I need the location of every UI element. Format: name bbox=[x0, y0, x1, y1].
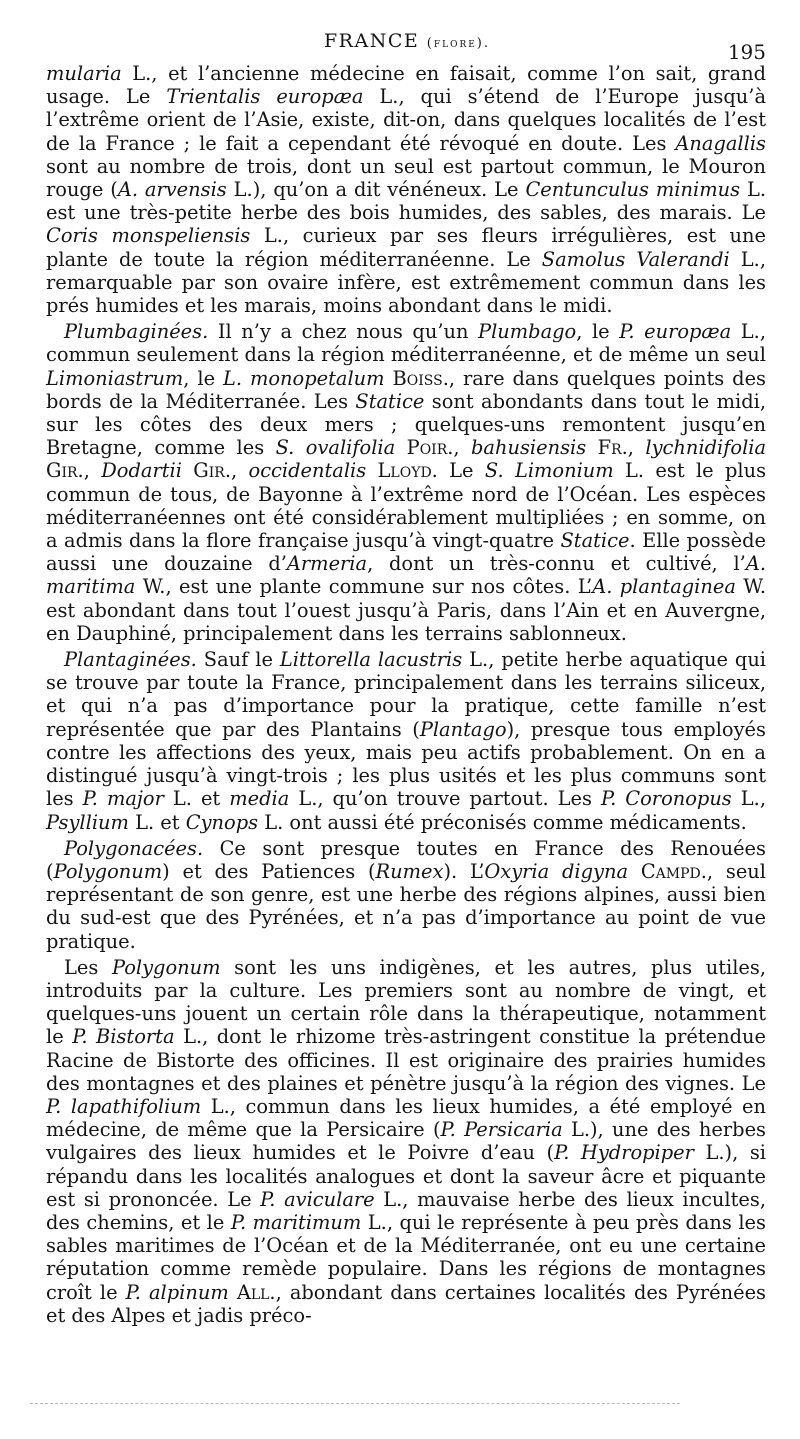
paragraph-primulacees-end bbox=[46, 62, 766, 317]
header-title: FRANCE bbox=[323, 30, 420, 52]
author-abbrev: Gir. bbox=[193, 459, 231, 483]
paragraph-polygonum bbox=[46, 956, 766, 1327]
text-run: ), presque tous employés contre les affections des yeux, mais peu actifs probablement. On en a distingué jusqu’à vingt-trois ; les plus usités et les plus communs sont les bbox=[46, 717, 766, 811]
text-run: L., commun dans les lieux humides, a été employé en médecine, de même que la Persicaire ( bbox=[46, 1094, 766, 1142]
latin-name: P. lapathifolium bbox=[46, 1094, 202, 1118]
latin-name: mularia bbox=[46, 62, 122, 85]
author-abbrev: All. bbox=[236, 1280, 276, 1304]
text-run: , bbox=[231, 459, 249, 483]
text-run: sont les uns indigènes, et les autres, plus utiles, introduits par la culture. Les premiers sont au nombre de vingt, et quelques-uns jouent un certain rôle dans la thérapeutique, notamment le bbox=[46, 955, 766, 1049]
text-run bbox=[395, 436, 406, 459]
latin-name: Limoniastrum bbox=[46, 366, 184, 390]
text-run: L. et bbox=[163, 787, 230, 811]
text-run: , le bbox=[183, 366, 224, 390]
author-abbrev: Boiss. bbox=[392, 366, 449, 390]
author-abbrev: Fr. bbox=[597, 436, 628, 460]
text-run: , rare dans quelques points des bords de la Méditerranée. Les bbox=[46, 366, 766, 413]
text-run: L.), qu’on a dit vénéneux. Le bbox=[226, 178, 526, 202]
text-run: W., est une plante commune sur nos côtes. L’ bbox=[135, 575, 593, 599]
latin-name: A. plantaginea bbox=[592, 575, 736, 599]
text-run: L., bbox=[731, 787, 766, 811]
latin-name: Trientalis europæa bbox=[166, 85, 364, 109]
text-run: L., commun seulement dans la région méditerranéenne, et de même un seul bbox=[46, 320, 767, 367]
author-abbrev: Lloyd. bbox=[377, 459, 438, 483]
text-run: L., curieux par ses fleurs irrégulières, est une plante de toute la région méditerranéenne. Le bbox=[46, 224, 766, 271]
text-run bbox=[586, 436, 597, 459]
latin-name: Coris monspeliensis bbox=[46, 224, 251, 248]
latin-name: Polygonum bbox=[53, 859, 163, 883]
text-run: Le bbox=[437, 459, 485, 483]
text-run: W. est abondant dans tout l’ouest jusqu’à Paris, dans l’Ain et en Auvergne, en Dauphiné, principalement dans les terrains sablonneux. bbox=[46, 575, 766, 645]
text-run: , le bbox=[576, 320, 620, 344]
latin-name: Rumex bbox=[375, 859, 444, 883]
text-run bbox=[628, 860, 641, 883]
latin-name: Psyllium bbox=[46, 810, 129, 834]
latin-name: P. aviculare bbox=[260, 1187, 375, 1211]
text-run: L. et bbox=[128, 810, 186, 834]
author-abbrev: Poir. bbox=[406, 436, 454, 460]
paragraph-plumbaginees bbox=[46, 320, 766, 645]
footer-rule bbox=[30, 1403, 680, 1404]
text-run: L.), une des herbes vulgaires des lieux humides et le Poivre d’eau ( bbox=[46, 1118, 766, 1165]
text-run: L., qui s’étend de l’Europe jusqu’à l’extrême orient de l’Asie, existe, dit-on, dans quelques localités de l’est de la France ; le fait a cependant été révoqué en doute. Les bbox=[46, 85, 767, 155]
latin-name: media bbox=[229, 787, 290, 811]
latin-name: L. monopetalum bbox=[223, 366, 385, 390]
latin-name: Statice bbox=[560, 529, 630, 553]
latin-name: P. maritimum bbox=[230, 1210, 362, 1234]
text-run: L., mauvaise herbe des lieux incultes, des chemins, et le bbox=[46, 1187, 767, 1234]
text-run: L., petite herbe aquatique qui se trouve par toute la France, principalement dans les terrains siliceux, et qui n’a pas d’importance pour la pratique, cette famille n’est représentée que par des Plantains ( bbox=[46, 648, 767, 741]
text-run: sont au nombre de trois, dont un seul est partout commun, le Mouron rouge ( bbox=[46, 154, 766, 202]
latin-name: Plantago bbox=[419, 717, 507, 741]
paragraph-polygonacees bbox=[46, 837, 766, 953]
latin-name: Plumbaginées. bbox=[64, 320, 209, 344]
text-run: L., remarquable par son ovaire infère, est extrêmement commun dans les prés humides et les marais, moins abondant dans le midi. bbox=[46, 247, 766, 318]
latin-name: Plumbago bbox=[478, 320, 577, 344]
latin-name: Cynops bbox=[185, 810, 259, 834]
text-run: Ce sont presque toutes en France des Renouées ( bbox=[46, 836, 766, 883]
latin-name: P. Hydropiper bbox=[554, 1141, 694, 1165]
latin-name: Oxyria digyna bbox=[484, 859, 629, 883]
text-run: , bbox=[627, 436, 646, 460]
latin-name: Anagallis bbox=[675, 131, 766, 155]
author-abbrev: Gir. bbox=[46, 459, 84, 483]
latin-name: S. Limonium bbox=[484, 459, 614, 483]
latin-name: lychnidifolia bbox=[645, 436, 767, 460]
text-run bbox=[366, 459, 377, 482]
text-run: Les bbox=[64, 955, 112, 979]
latin-name: A. maritima bbox=[46, 552, 766, 599]
text-run bbox=[229, 1281, 237, 1304]
text-run: , bbox=[453, 436, 472, 460]
latin-name: Armeria bbox=[286, 552, 368, 576]
text-run: ) et des Patiences ( bbox=[162, 859, 376, 883]
latin-name: P. major bbox=[82, 787, 164, 811]
text-run: L.), si répandu dans les localités analogues et dont la saveur âcre et piquante est si prononcée. Le bbox=[46, 1141, 766, 1211]
text-run: L., qu’on trouve partout. Les bbox=[289, 787, 601, 811]
latin-name: Polygonum bbox=[111, 955, 221, 979]
latin-name: Statice bbox=[355, 389, 425, 413]
body-text bbox=[46, 62, 766, 1330]
page-number: 195 bbox=[727, 40, 766, 64]
text-run: , dont un très-connu et cultivé, l’ bbox=[367, 552, 746, 576]
latin-name: Polygonacées. bbox=[64, 836, 204, 860]
text-run bbox=[385, 367, 393, 390]
text-run: L., dont le rhizome très-astringent constitue la prétendue Racine de Bistorte des officines. Il est originaire des prairies humides des montagnes et des plaines et pénètre jusqu’à la région des vignes. Le bbox=[46, 1025, 766, 1095]
text-run: L. ont aussi été préconisés comme médicaments. bbox=[258, 810, 747, 834]
latin-name: P. Coronopus bbox=[600, 787, 732, 811]
text-run: L. est le plus commun de tous, de Bayonne à l’extrême nord de l’Océan. Les espèces méditerranéennes ont été considérablement multipliées ; en somme, on a admis dans la flore française jusqu’à vingt-quatre bbox=[46, 459, 767, 553]
text-run: , bbox=[83, 459, 102, 483]
latin-name: P. Persicaria bbox=[440, 1118, 563, 1142]
latin-name: Samolus Valerandi bbox=[541, 247, 730, 271]
running-header bbox=[46, 30, 768, 64]
text-run: L. est une très-petite herbe des bois humides, des sables, des marais. Le bbox=[46, 178, 766, 225]
latin-name: Plantaginées. bbox=[64, 648, 197, 672]
text-run: sont abondants dans tout le midi, sur les côtes des deux mers ; quelques-uns remontent jusqu’en Bretagne, comme les bbox=[46, 389, 766, 460]
latin-name: Littorella lacustris bbox=[279, 648, 463, 672]
text-run: Sauf le bbox=[196, 648, 280, 672]
latin-name: P. alpinum bbox=[125, 1280, 229, 1304]
running-title bbox=[46, 30, 768, 52]
latin-name: P. Bistorta bbox=[72, 1025, 175, 1049]
text-run: ). L’ bbox=[443, 859, 485, 883]
latin-name: bahusiensis bbox=[471, 436, 587, 460]
author-abbrev: Campd. bbox=[640, 859, 707, 883]
latin-name: Centunculus minimus bbox=[525, 178, 741, 202]
header-subtitle: (flore). bbox=[426, 36, 491, 51]
latin-name: P. europæa bbox=[619, 320, 732, 344]
text-run: , seul représentant de son genre, est une herbe des régions alpines, aussi bien du sud-est que des Pyrénées, et n’a pas d’importance au point de vue pratique. bbox=[46, 859, 767, 953]
text-run: Il n’y a chez nous qu’un bbox=[208, 320, 479, 344]
text-run: L., qui le représente à peu près dans les sables maritimes de l’Océan et de la Méditerranée, ont eu une certaine réputation comme remède populaire. Dans les régions de montagnes croît le bbox=[46, 1210, 766, 1304]
latin-name: Dodartii bbox=[101, 459, 182, 483]
latin-name: S. ovalifolia bbox=[275, 436, 396, 460]
paragraph-plantaginees bbox=[46, 648, 766, 834]
text-run: . Elle possède aussi une douzaine d’ bbox=[46, 529, 766, 576]
text-run bbox=[182, 459, 193, 482]
text-run: L., et l’ancienne médecine en faisait, comme l’on sait, grand usage. Le bbox=[46, 62, 766, 109]
latin-name: A. arvensis bbox=[117, 178, 227, 202]
latin-name: occidentalis bbox=[248, 459, 367, 483]
text-run: , abondant dans certaines localités des Pyrénées et des Alpes et jadis préco- bbox=[46, 1280, 766, 1327]
